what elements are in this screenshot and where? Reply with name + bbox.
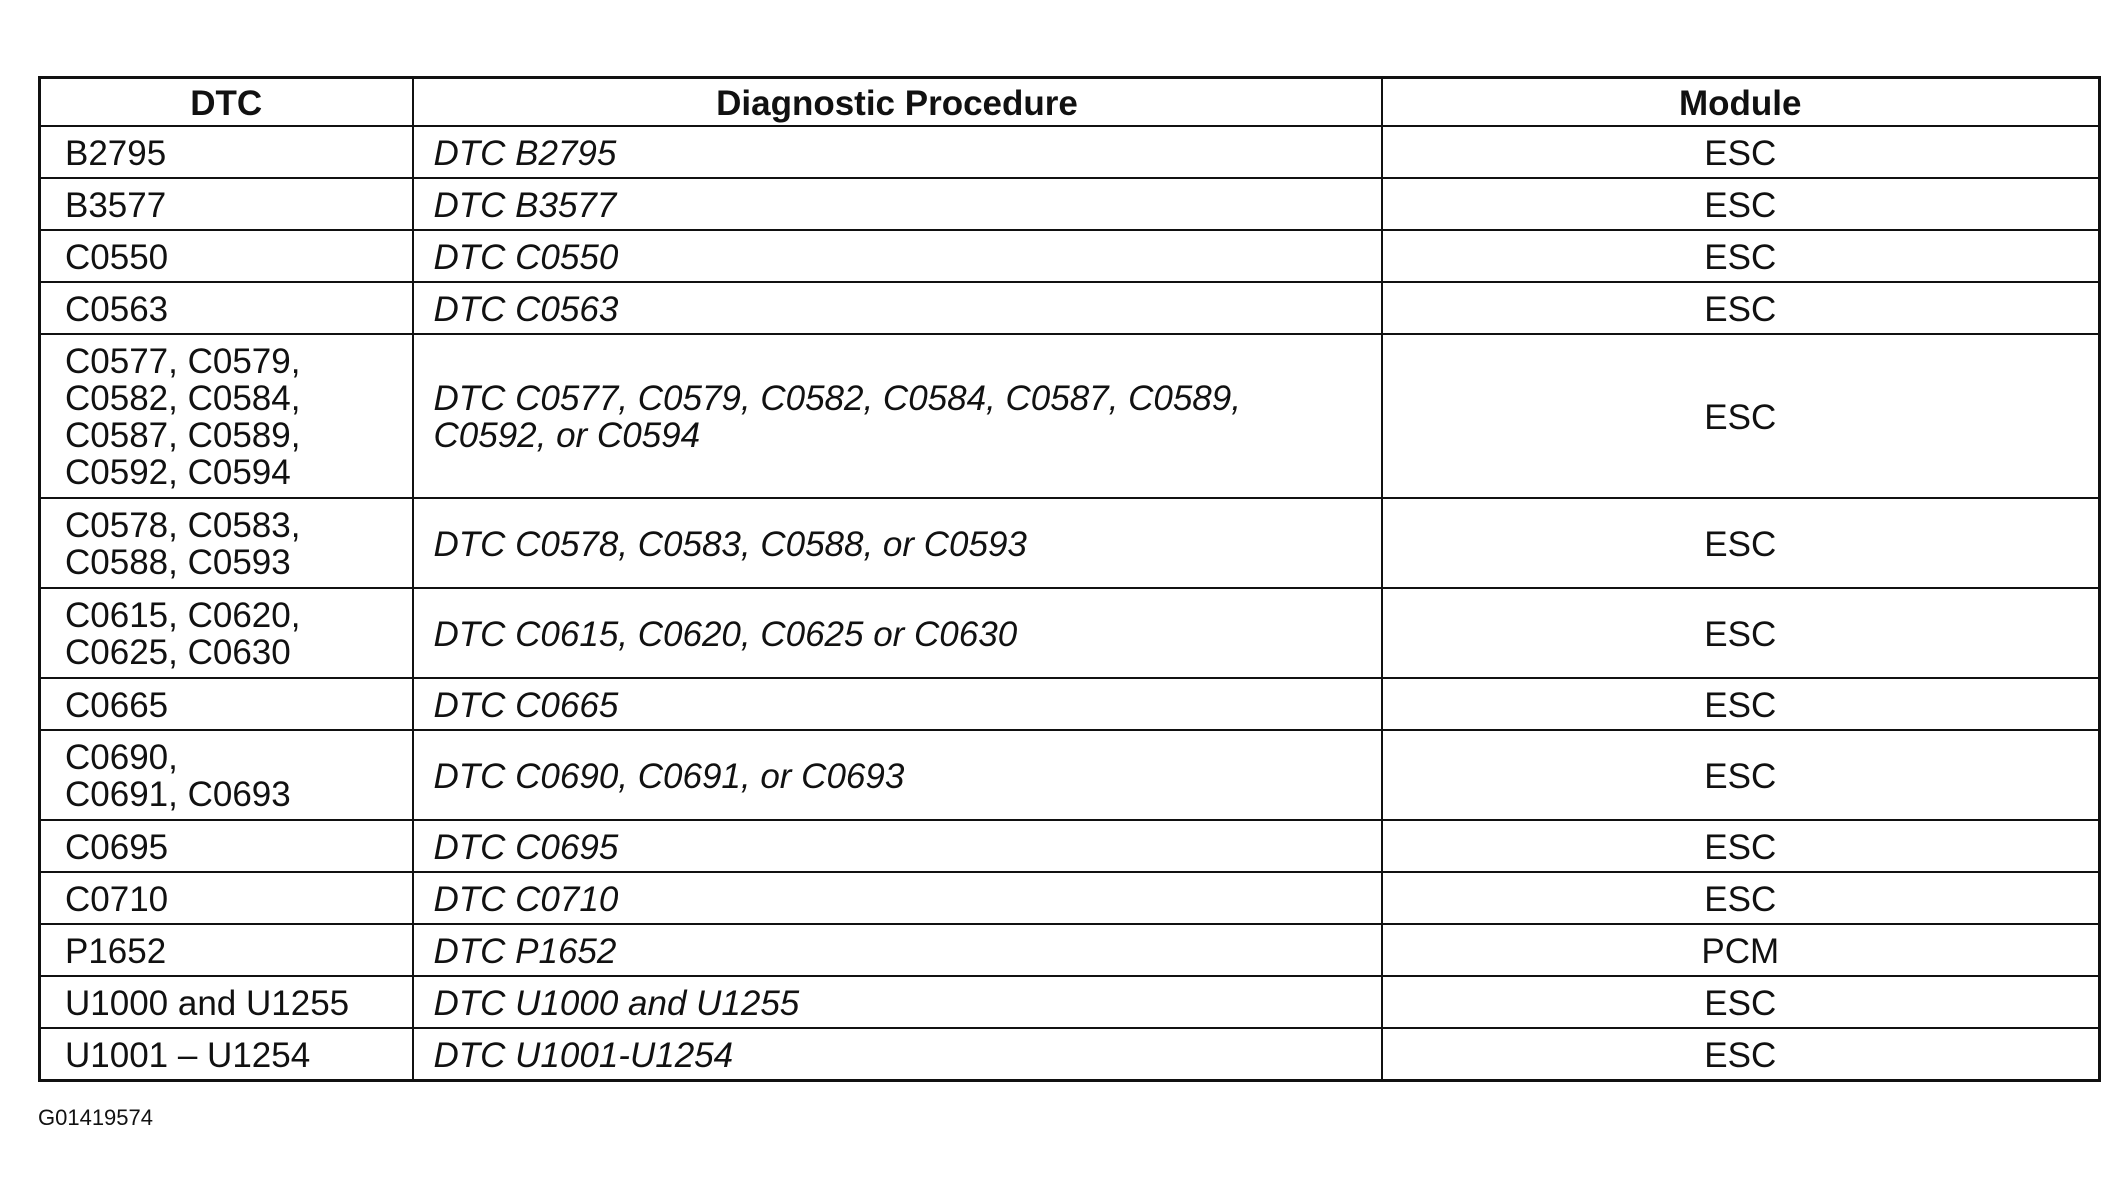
module-cell: ESC [1382,730,2100,820]
module-cell: ESC [1382,498,2100,588]
module-cell: ESC [1382,230,2100,282]
procedure-cell: DTC C0615, C0620, C0625 or C0630 [413,588,1382,678]
dtc-cell: C0615, C0620, C0625, C0630 [40,588,413,678]
procedure-cell: DTC C0578, C0583, C0588, or C0593 [413,498,1382,588]
dtc-cell: U1000 and U1255 [40,976,413,1028]
module-cell: PCM [1382,924,2100,976]
dtc-cell: P1652 [40,924,413,976]
table-row [40,230,2100,282]
dtc-cell: B3577 [40,178,413,230]
table-row [40,178,2100,230]
procedure-cell: DTC C0665 [413,678,1382,730]
table-row [40,820,2100,872]
dtc-cell: C0690, C0691, C0693 [40,730,413,820]
table-row [40,334,2100,498]
dtc-cell: B2795 [40,126,413,178]
module-cell: ESC [1382,282,2100,334]
header-row [40,78,2100,127]
dtc-cell: U1001 – U1254 [40,1028,413,1081]
header-dtc: DTC [40,78,413,127]
module-cell: ESC [1382,178,2100,230]
module-cell: ESC [1382,976,2100,1028]
table-row [40,924,2100,976]
procedure-cell: DTC C0710 [413,872,1382,924]
procedure-cell: DTC C0690, C0691, or C0693 [413,730,1382,820]
dtc-cell: C0710 [40,872,413,924]
module-cell: ESC [1382,334,2100,498]
dtc-cell: C0577, C0579, C0582, C0584, C0587, C0589, C0592, C0594 [40,334,413,498]
table-row [40,588,2100,678]
table-row [40,678,2100,730]
dtc-cell: C0665 [40,678,413,730]
procedure-cell: DTC C0695 [413,820,1382,872]
module-cell: ESC [1382,1028,2100,1081]
dtc-cell: C0550 [40,230,413,282]
module-cell: ESC [1382,678,2100,730]
module-cell: ESC [1382,588,2100,678]
module-cell: ESC [1382,872,2100,924]
module-cell: ESC [1382,820,2100,872]
dtc-table [38,76,2101,1082]
table-row [40,976,2100,1028]
procedure-cell: DTC C0550 [413,230,1382,282]
procedure-cell: DTC C0563 [413,282,1382,334]
module-cell: ESC [1382,126,2100,178]
procedure-cell: DTC C0577, C0579, C0582, C0584, C0587, C0589, C0592, or C0594 [413,334,1382,498]
table-row [40,282,2100,334]
procedure-cell: DTC P1652 [413,924,1382,976]
header-diagnostic-procedure: Diagnostic Procedure [413,78,1382,127]
figure-id: G01419574 [38,1105,153,1130]
procedure-cell: DTC B3577 [413,178,1382,230]
table-row [40,872,2100,924]
procedure-cell: DTC B2795 [413,126,1382,178]
dtc-cell: C0578, C0583, C0588, C0593 [40,498,413,588]
header-module: Module [1382,78,2100,127]
dtc-cell: C0563 [40,282,413,334]
table-row [40,126,2100,178]
dtc-cell: C0695 [40,820,413,872]
procedure-cell: DTC U1001-U1254 [413,1028,1382,1081]
table-row [40,1028,2100,1081]
table-row [40,730,2100,820]
table-row [40,498,2100,588]
procedure-cell: DTC U1000 and U1255 [413,976,1382,1028]
